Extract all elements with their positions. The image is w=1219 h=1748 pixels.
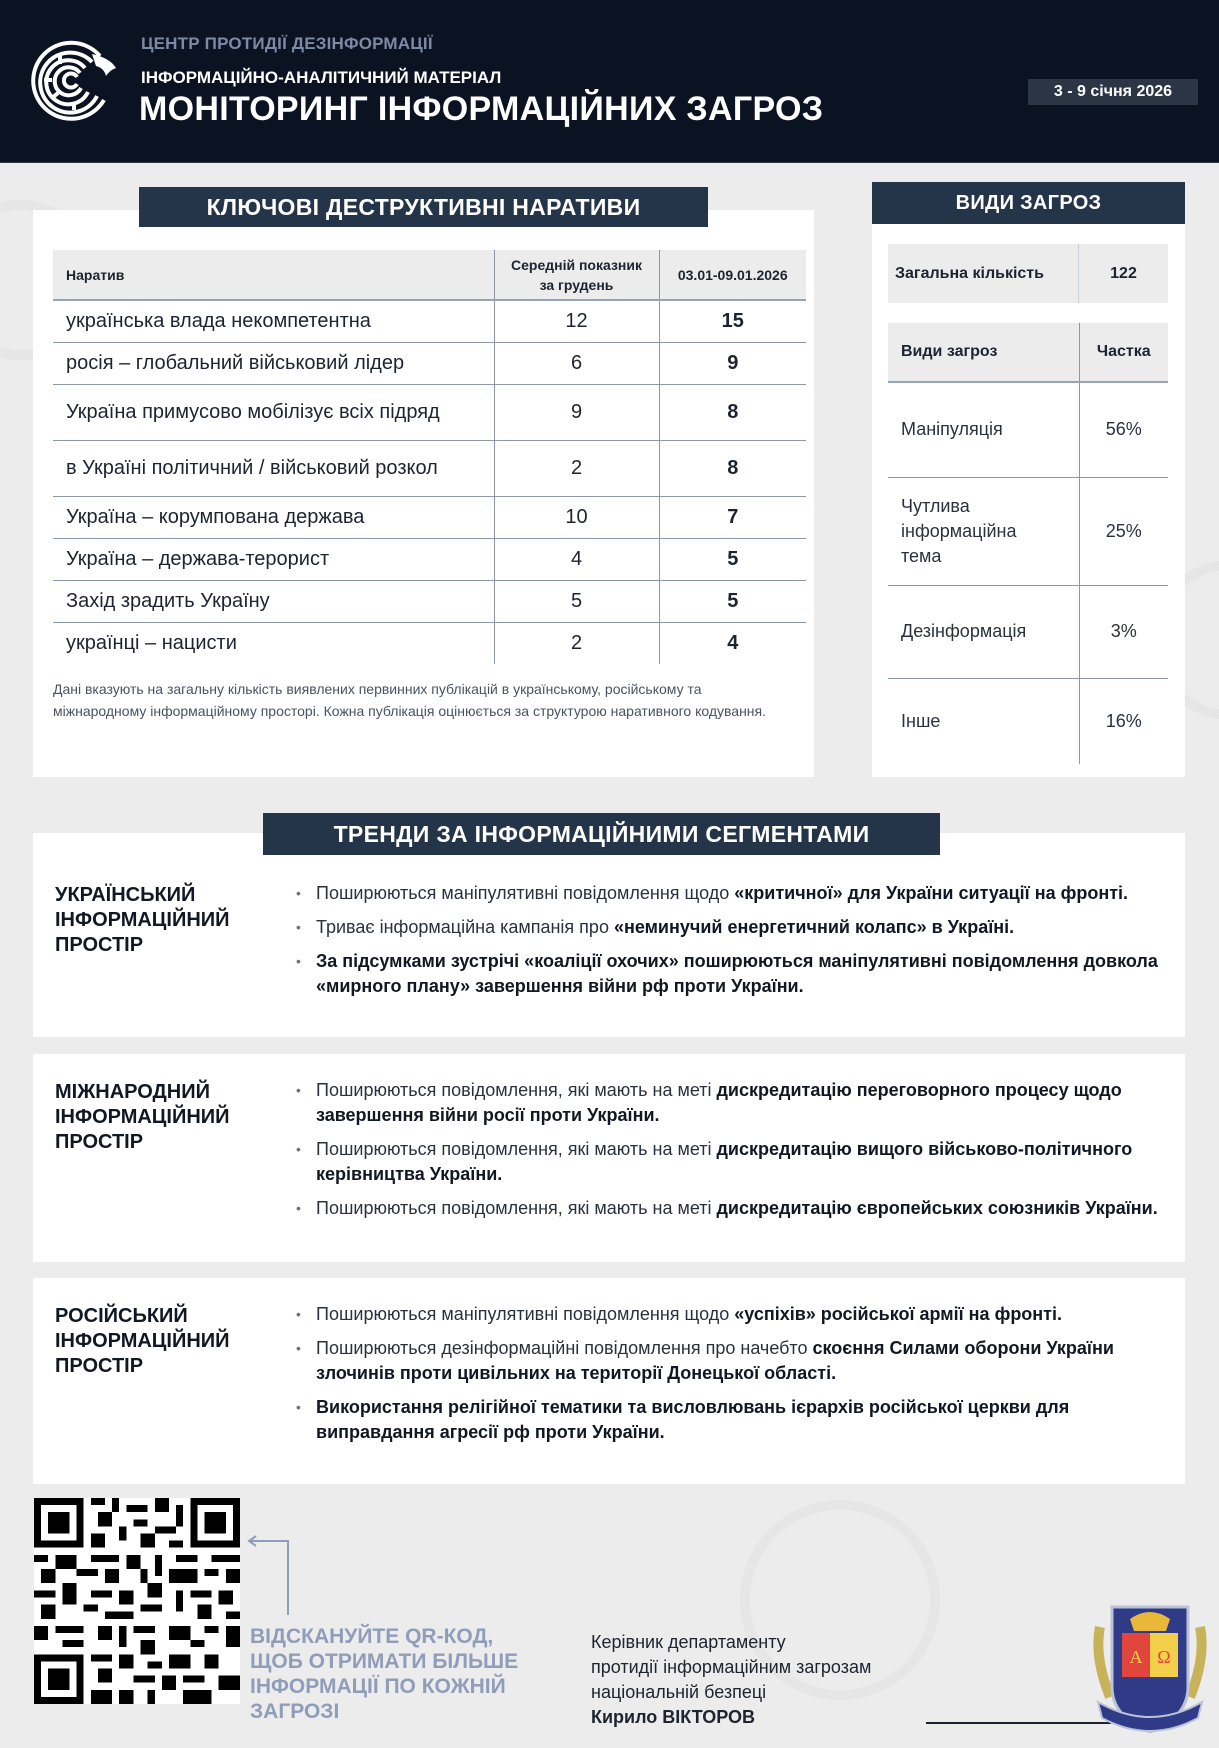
trend-item <box>296 915 1176 940</box>
avg-december-cell: 6 <box>494 342 659 384</box>
trend-text-bold: дискредитацію європейських союзників України. <box>716 1198 1158 1218</box>
trend-text: Поширюються дезінформаційні повідомлення про начебто <box>316 1338 813 1358</box>
current-period-cell: 5 <box>659 538 806 580</box>
narrative-cell: росія – глобальний військовий лідер <box>53 342 494 384</box>
signer-block <box>591 1630 871 1730</box>
total-count-value: 122 <box>1110 264 1137 282</box>
narratives-table <box>53 250 806 664</box>
narrative-cell: Україна – корумпована держава <box>53 496 494 538</box>
current-period-cell: 7 <box>659 496 806 538</box>
trend-text: Поширюються повідомлення, які мають на меті <box>316 1080 717 1100</box>
current-period-cell: 4 <box>659 622 806 664</box>
table-row <box>888 477 1168 585</box>
signature-line <box>926 1722 1111 1724</box>
trend-item <box>296 1196 1176 1221</box>
threat-share-cell: 25% <box>1079 477 1168 585</box>
trend-text-bold: За підсумками зустрічі «коаліції охочих» поширюються маніпулятивні повідомлення довкола «мирного плану» завершення війни рф проти України. <box>316 951 1158 996</box>
signer-position-line: Керівник департаменту <box>591 1632 786 1652</box>
segment-trend-list <box>296 1302 1176 1454</box>
table-row <box>53 580 806 622</box>
emblem-alpha: А <box>1129 1647 1143 1667</box>
narrative-cell: українці – нацисти <box>66 632 237 655</box>
page-header <box>0 0 1219 163</box>
narratives-section-title: КЛЮЧОВІ ДЕСТРУКТИВНІ НАРАТИВИ <box>139 187 708 227</box>
trend-segment-ukrainian <box>33 833 1185 1037</box>
date-range-badge: 3 - 9 січня 2026 <box>1028 79 1198 105</box>
table-header-row <box>888 323 1168 382</box>
narrative-cell: Захід зрадить Україну <box>53 580 494 622</box>
table-row <box>888 382 1168 477</box>
trend-text: Поширюються маніпулятивні повідомлення щодо <box>316 883 735 903</box>
column-header-avg-december <box>494 250 659 300</box>
table-row <box>888 678 1168 764</box>
avg-december-cell: 5 <box>494 580 659 622</box>
segment-trend-list <box>296 881 1176 1008</box>
total-count-row <box>888 244 1168 303</box>
threat-type-cell: Інше <box>901 710 941 731</box>
narratives-footnote: Дані вказують на загальну кількість виявлених первинних публікацій в українському, російському та міжнародному інформаційному просторі. Кожна публікація оцінюється за структурою наративного кодування. <box>53 681 767 719</box>
org-name: ЦЕНТР ПРОТИДІЇ ДЕЗІНФОРМАЦІЇ <box>141 34 433 53</box>
trend-text: Триває інформаційна кампанія про <box>316 917 614 937</box>
trend-segment-international <box>33 1054 1185 1262</box>
table-header-row <box>53 250 806 300</box>
trend-text: Поширюються повідомлення, які мають на меті <box>316 1139 717 1159</box>
narrative-cell: Україна примусово мобілізує всіх підряд <box>53 384 494 440</box>
qr-code-icon[interactable] <box>34 1498 240 1704</box>
trend-text-bold: дискредитацію переговорного процесу щодо завершення війни росії проти України. <box>316 1080 1122 1125</box>
threat-share-cell: 56% <box>1079 382 1168 477</box>
threat-types-section-title: ВИДИ ЗАГРОЗ <box>872 182 1185 224</box>
table-row <box>53 440 806 496</box>
table-row <box>53 538 806 580</box>
avg-december-cell: 4 <box>494 538 659 580</box>
current-period-cell: 8 <box>659 384 806 440</box>
trend-text: Поширюються маніпулятивні повідомлення щодо <box>316 1304 735 1324</box>
column-header-label: Середній показник за грудень <box>511 256 642 293</box>
trend-item <box>296 1137 1176 1187</box>
trend-item <box>296 1078 1176 1128</box>
table-row <box>53 342 806 384</box>
maze-eagle-logo-icon <box>30 36 118 124</box>
qr-caption: ВІДСКАНУЙТЕ QR-КОД, ЩОБ ОТРИМАТИ БІЛЬШЕ ІНФОРМАЦІЇ ПО КОЖНІЙ ЗАГРОЗІ <box>250 1625 519 1723</box>
document-type: ІНФОРМАЦІЙНО-АНАЛІТИЧНИЙ МАТЕРІАЛ <box>141 68 502 87</box>
arrow-left-icon <box>246 1535 291 1615</box>
avg-december-cell: 10 <box>494 496 659 538</box>
current-period-cell: 15 <box>659 300 806 342</box>
table-row <box>53 384 806 440</box>
segment-title: МІЖНАРОДНИЙ ІНФОРМАЦІЙНИЙ ПРОСТІР <box>55 1081 230 1153</box>
segment-title: РОСІЙСЬКИЙ ІНФОРМАЦІЙНИЙ ПРОСТІР <box>55 1305 230 1377</box>
signer-position-line: національній безпеці <box>591 1682 767 1702</box>
emblem-omega: Ω <box>1157 1647 1171 1667</box>
current-period-cell: 5 <box>659 580 806 622</box>
segment-title: УКРАЇНСЬКИЙ ІНФОРМАЦІЙНИЙ ПРОСТІР <box>55 884 230 956</box>
avg-december-cell: 12 <box>494 300 659 342</box>
trend-text-bold: дискредитацію вищого військово-політичного керівництва України. <box>316 1139 1133 1184</box>
current-period-cell: 8 <box>659 440 806 496</box>
trends-section-title: ТРЕНДИ ЗА ІНФОРМАЦІЙНИМИ СЕГМЕНТАМИ <box>263 813 940 855</box>
trend-text-bold: Використання релігійної тематики та висловлювань ієрархів російської церкви для виправдання агресії рф проти України. <box>316 1397 1070 1442</box>
column-header-current-period: 03.01-09.01.2026 <box>659 250 806 300</box>
threat-types-table <box>888 323 1168 764</box>
threat-type-cell: Маніпуляція <box>888 382 1079 477</box>
table-row <box>53 622 806 664</box>
threat-type-cell: Дезінформація <box>888 585 1079 678</box>
threat-share-cell: 16% <box>1079 678 1168 764</box>
signer-name: Кирило ВІКТОРОВ <box>591 1707 756 1727</box>
segment-trend-list <box>296 1078 1176 1230</box>
table-row <box>53 496 806 538</box>
threat-share-cell: 3% <box>1079 585 1168 678</box>
narrative-cell: українська влада некомпетентна <box>53 300 494 342</box>
trend-text-bold: «успіхів» російської армії на фронті. <box>734 1304 1062 1324</box>
trend-text: Поширюються повідомлення, які мають на меті <box>316 1198 717 1218</box>
avg-december-cell: 2 <box>494 440 659 496</box>
narrative-cell: в Україні політичний / військовий розкол <box>53 440 494 496</box>
current-period-cell: 9 <box>659 342 806 384</box>
total-count-label: Загальна кількість <box>888 244 1079 303</box>
trend-text-bold: скоєння Силами оборони України злочинів проти цивільних на території Донецької області. <box>316 1338 1114 1383</box>
university-emblem-icon <box>1090 1587 1210 1742</box>
trend-item <box>296 1336 1176 1386</box>
column-header-share: Частка <box>1079 323 1168 382</box>
table-row <box>53 300 806 342</box>
column-header-type: Види загроз <box>888 323 1079 382</box>
table-row <box>888 585 1168 678</box>
avg-december-cell: 9 <box>494 384 659 440</box>
trend-text-bold: «критичної» для України ситуації на фронті. <box>734 883 1129 903</box>
page-title: МОНІТОРИНГ ІНФОРМАЦІЙНИХ ЗАГРОЗ <box>139 90 824 128</box>
trend-item <box>296 1302 1176 1327</box>
signer-position-line: протидії інформаційним загрозам <box>591 1657 872 1677</box>
trend-segment-russian <box>33 1278 1185 1484</box>
trend-text-bold: «неминучий енергетичний колапс» в Україні. <box>613 917 1015 937</box>
trend-item <box>296 881 1176 906</box>
trend-item <box>296 1395 1176 1445</box>
trend-item <box>296 949 1176 999</box>
threat-type-cell: Чутлива інформаційна тема <box>888 477 1079 585</box>
avg-december-cell: 2 <box>494 622 659 664</box>
narrative-cell: Україна – держава-терорист <box>53 538 494 580</box>
column-header-narrative: Наратив <box>53 250 494 300</box>
